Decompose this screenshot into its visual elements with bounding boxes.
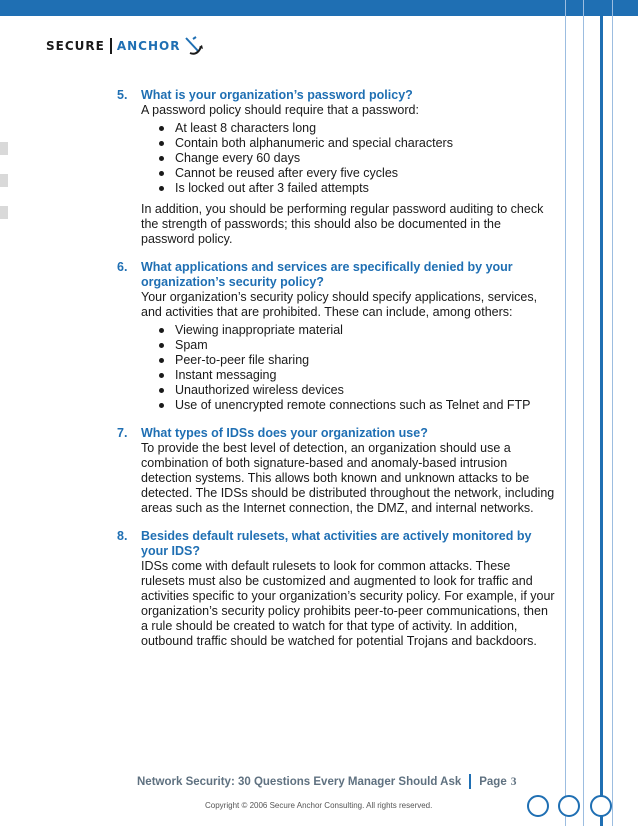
question-6 xyxy=(117,260,557,413)
question-number: 6. xyxy=(117,260,128,274)
list-item: Use of unencrypted remote connections such as Telnet and FTP xyxy=(175,398,557,413)
answer xyxy=(117,103,557,247)
circle-ornament xyxy=(590,795,612,817)
question-text: What applications and services are specifically denied by your organization’s security policy? xyxy=(141,260,513,289)
question-8 xyxy=(117,529,557,649)
logo-separator xyxy=(110,38,112,54)
answer-intro: Your organization’s security policy should specify applications, services, and activities that are prohibited. These can include, among others: xyxy=(141,290,538,319)
answer-intro: To provide the best level of detection, an organization should use a combination of both signature-based and anomaly-based intrusion detection systems. This allows both known and unknown attacks to be detected. The IDSs should be distributed throughout the network, including areas such as the Internet connection, the DMZ, and internal networks. xyxy=(141,441,555,515)
anchor-icon xyxy=(182,35,204,57)
logo-word-anchor: ANCHOR xyxy=(116,39,181,53)
logo-word-secure: SECURE xyxy=(46,39,105,53)
question-title xyxy=(117,88,557,103)
circle-ornament xyxy=(558,795,580,817)
list-item: Peer-to-peer file sharing xyxy=(175,353,557,368)
question-title xyxy=(117,529,557,559)
answer xyxy=(117,441,557,516)
list-item: Change every 60 days xyxy=(175,151,557,166)
side-mark xyxy=(0,206,8,219)
question-7 xyxy=(117,426,557,516)
copyright-notice: Copyright © 2006 Secure Anchor Consulting. All rights reserved. xyxy=(205,801,433,810)
question-number: 8. xyxy=(117,529,128,543)
margin-rule xyxy=(612,0,613,826)
side-mark xyxy=(0,142,8,155)
question-text: What types of IDSs does your organization use? xyxy=(141,426,428,440)
list-item: At least 8 characters long xyxy=(175,121,557,136)
list-item: Contain both alphanumeric and special characters xyxy=(175,136,557,151)
list-item: Unauthorized wireless devices xyxy=(175,383,557,398)
list-item: Instant messaging xyxy=(175,368,557,383)
footer-title: Network Security: 30 Questions Every Manager Should Ask xyxy=(137,775,462,788)
question-number: 7. xyxy=(117,426,128,440)
question-5 xyxy=(117,88,557,247)
list-item: Spam xyxy=(175,338,557,353)
answer-extra: In addition, you should be performing regular password auditing to check the strength of passwords; this should also be documented in the password policy. xyxy=(141,202,544,246)
question-title xyxy=(117,260,557,290)
bullet-list xyxy=(141,323,557,413)
answer xyxy=(117,290,557,413)
answer xyxy=(117,559,557,649)
circle-ornament xyxy=(527,795,549,817)
answer-intro: A password policy should require that a password: xyxy=(141,103,419,117)
list-item: Cannot be reused after every five cycles xyxy=(175,166,557,181)
bullet-list xyxy=(141,121,557,196)
page-number: 3 xyxy=(510,775,517,788)
header-bar xyxy=(0,0,638,16)
question-text: Besides default rulesets, what activities are actively monitored by your IDS? xyxy=(141,529,532,558)
side-mark xyxy=(0,174,8,187)
company-logo xyxy=(46,34,204,58)
list-item: Is locked out after 3 failed attempts xyxy=(175,181,557,196)
question-title xyxy=(117,426,557,441)
margin-rule-accent xyxy=(600,0,603,826)
document-body xyxy=(117,88,557,662)
answer-intro: IDSs come with default rulesets to look for common attacks. These rulesets must also be customized and augmented to look for traffic and activities specific to your organization’s security policy. For example, if your organization’s security policy prohibits peer-to-peer communications, then a rule should be created to watch for that type of activity. In addition, outbound traffic should be watched for potential Trojans and backdoors. xyxy=(141,559,555,648)
page-label: Page xyxy=(479,775,507,788)
margin-rule xyxy=(565,0,566,826)
question-number: 5. xyxy=(117,88,128,102)
list-item: Viewing inappropriate material xyxy=(175,323,557,338)
margin-rule xyxy=(583,0,584,826)
page-footer xyxy=(137,774,557,789)
question-text: What is your organization’s password policy? xyxy=(141,88,413,102)
footer-separator xyxy=(469,774,471,789)
